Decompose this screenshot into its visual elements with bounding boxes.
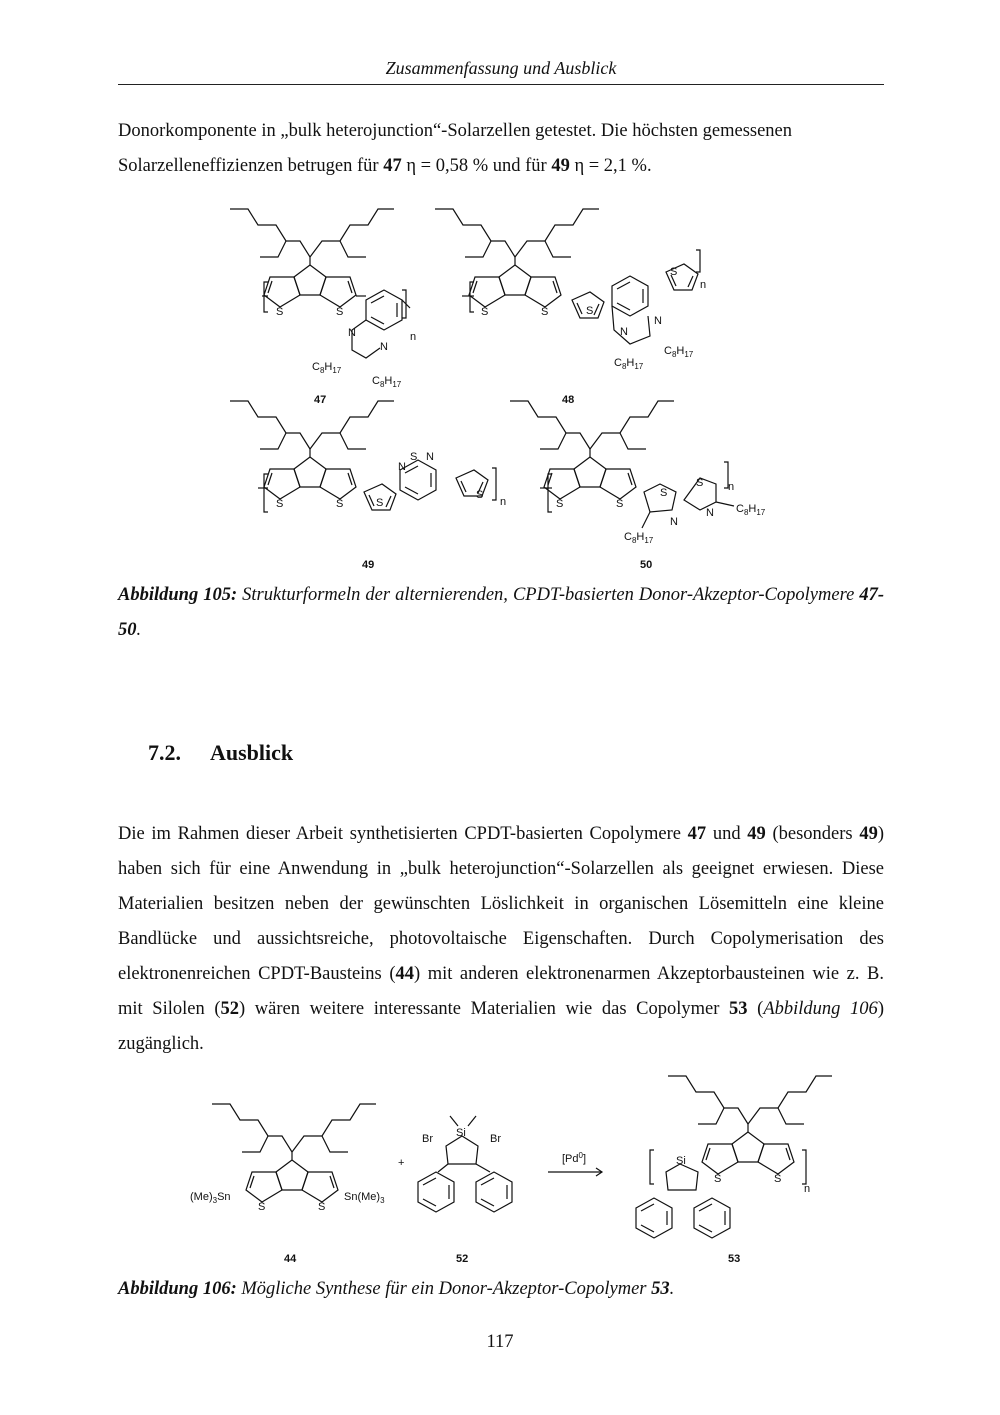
- substituent-c8h17: $C_8H_{17}$: [372, 375, 402, 389]
- text-run: Die im Rahmen dieser Arbeit synthetisierten CPDT-basierten Copolymere: [118, 824, 688, 844]
- svg-text:N: N: [426, 451, 434, 463]
- structure-47: [230, 209, 416, 406]
- svg-text:N: N: [670, 516, 678, 528]
- structure-figures: S N N n $C_8H_{17}$ $C_8H_{17}$ 47 S N N S n $C_8H_{17}$ $C_8H_{17}$ 48 S N S N S n 49 S N $C_8H_{17}$ S N n $C_8H_{17}$ 50 $(Me)_3Sn$ $Sn(Me)_3$ 44 + Si Br Br 52 [Pd$^0$] Si n 53: [0, 0, 1000, 1415]
- svg-text:C8H17: $C_8H_{17}$: [736, 503, 766, 517]
- label-49: 49: [362, 559, 375, 571]
- text-run: ) wären weitere interessante Materialien wie das Copolymer: [239, 999, 730, 1019]
- svg-text:N: N: [706, 507, 714, 519]
- label-53: 53: [728, 1253, 741, 1265]
- structure-49: [230, 401, 506, 571]
- atom-n: N: [654, 315, 662, 327]
- intro-line-1: Donorkomponente in „bulk heterojunction“-Solarzellen getestet. Die höchsten gemessenen: [118, 121, 793, 141]
- repeat-n: n: [410, 331, 417, 343]
- structure-52: [418, 1116, 512, 1265]
- section-title: Ausblick: [210, 740, 294, 765]
- svg-text:S: S: [586, 305, 594, 317]
- intro-line-2a: Solarzelleneffizienzen betrugen für: [118, 156, 384, 176]
- section-number: 7.2.: [148, 740, 181, 765]
- compound-ref: 52: [220, 999, 240, 1019]
- atom-n: N: [398, 461, 406, 473]
- running-header: Zusammenfassung und Ausblick: [385, 58, 617, 78]
- section-heading: [148, 740, 293, 766]
- label-44: 44: [284, 1253, 297, 1265]
- compound-ref: 53: [729, 999, 748, 1019]
- svg-text:Br: Br: [422, 1133, 433, 1145]
- svg-text:S: S: [410, 451, 418, 463]
- repeat-n: n: [500, 496, 507, 508]
- outlook-paragraph: [118, 817, 884, 1062]
- page-number: 117: [486, 1332, 514, 1352]
- caption-end: .: [136, 620, 142, 640]
- repeat-n: n: [804, 1183, 811, 1195]
- atom-n: N: [348, 327, 356, 339]
- compound-ref: 49: [551, 156, 570, 176]
- caption-text: Mögliche Synthese für ein Donor-Akzeptor-Copolymer: [236, 1279, 652, 1299]
- caption-label: Abbildung 105:: [118, 585, 238, 605]
- atom-n: N: [620, 326, 628, 338]
- structure-48: [435, 209, 706, 406]
- text-run: und: [706, 824, 748, 844]
- svg-text:C8H17: $C_8H_{17}$: [614, 357, 644, 371]
- caption-label: Abbildung 106:: [118, 1279, 237, 1299]
- text-run: ) haben sich für eine Anwendung in „bulk heterojunction“-Solarzellen als geeignet erwiesen. Diese Materialien besitzen neben der gewünschten Löslichkeit in organischen Lösemitteln eine kleine Bandlücke und aussichtsreiche, photovoltaische Eigenschaften. Durch Copolymerisation des elektronenreichen CPDT-Bausteins (: [118, 824, 884, 984]
- caption-range: 47-50: [118, 585, 884, 640]
- intro-line-2b: η = 0,58 % und für: [401, 156, 552, 176]
- compound-ref: 44: [395, 964, 414, 984]
- svg-text:Si: Si: [676, 1155, 686, 1167]
- plus-sign: +: [398, 1157, 405, 1169]
- catalyst-label: [Pd$^0$]: [562, 1151, 587, 1165]
- stannyl-right: $Sn(Me)_3$: [344, 1191, 385, 1205]
- svg-text:C8H17: $C_8H_{17}$: [624, 531, 654, 545]
- text-run: ) mit anderen elektronenarmen Akzeptorbausteinen wie z. B. mit Silolen (: [118, 964, 884, 1019]
- figure-106-caption: [118, 1272, 884, 1307]
- svg-text:Br: Br: [490, 1133, 501, 1145]
- figure-105-caption: [118, 578, 884, 648]
- figure-ref: Abbildung 106: [763, 999, 878, 1019]
- label-48: 48: [562, 394, 575, 406]
- stannyl-left: $(Me)_3Sn$: [190, 1191, 231, 1205]
- caption-num: 53: [651, 1279, 670, 1299]
- repeat-n: n: [728, 481, 735, 493]
- svg-text:S: S: [670, 266, 678, 278]
- structure-44: [190, 1104, 385, 1265]
- label-47: 47: [314, 394, 327, 406]
- compound-ref: 49: [859, 824, 878, 844]
- structure-50: [510, 401, 766, 571]
- text-run: (: [747, 999, 764, 1019]
- compound-ref: 47: [383, 156, 402, 176]
- svg-text:C8H17: $C_8H_{17}$: [664, 345, 694, 359]
- reaction-arrow: [548, 1151, 602, 1176]
- svg-text:S: S: [376, 497, 384, 509]
- compound-ref: 47: [687, 824, 707, 844]
- text-run: (besonders: [765, 824, 860, 844]
- svg-text:Si: Si: [456, 1127, 466, 1139]
- label-50: 50: [640, 559, 653, 571]
- label-52: 52: [456, 1253, 469, 1265]
- atom-n: N: [380, 341, 388, 353]
- caption-end: .: [669, 1279, 675, 1299]
- repeat-n: n: [700, 279, 707, 291]
- intro-line-2c: η = 2,1 %.: [569, 156, 652, 176]
- substituent-c8h17: $C_8H_{17}$: [312, 361, 342, 375]
- svg-text:S: S: [476, 489, 484, 501]
- svg-text:S: S: [696, 477, 704, 489]
- compound-ref: 49: [747, 824, 766, 844]
- text-run: ) zugänglich.: [118, 999, 884, 1054]
- structure-53: [636, 1076, 832, 1265]
- svg-text:S: S: [660, 487, 668, 499]
- caption-text: Strukturformeln der alternierenden, CPDT-basierten Donor-Akzeptor-Copolymere: [237, 585, 860, 605]
